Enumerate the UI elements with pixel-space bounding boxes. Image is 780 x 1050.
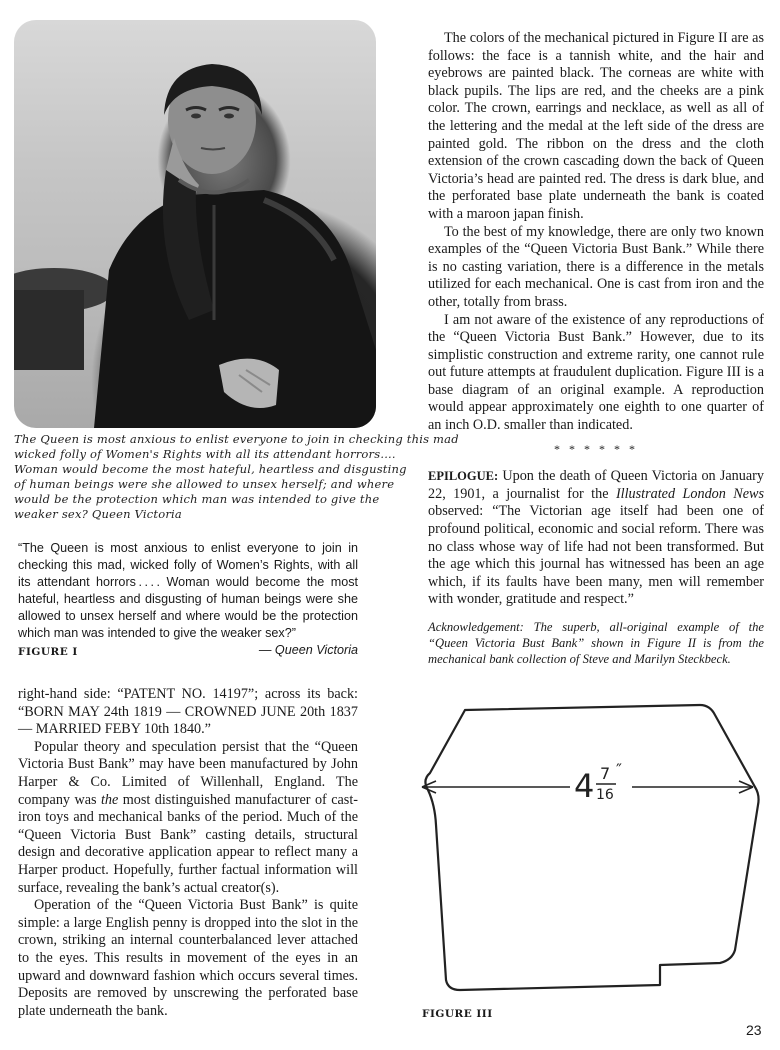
handwriting-line: weaker sex? Queen Victoria	[14, 507, 182, 521]
epilogue-paragraph: EPILOGUE: Upon the death of Queen Victoria on January 22, 1901, a journalist for the Illustrated London News observed: “The Victorian age itself had been one of profound political, economic and social reform. There was no class whose way of life had not been transformed. But the age which this journal has witnessed has been an age which, if its faults have been many, men will remember with wonder, gratitude and respect.”	[428, 468, 765, 608]
base-plate-diagram	[410, 695, 770, 1005]
paragraph: Operation of the “Queen Victoria Bust Bank” is quite simple: a large English penny is dropped into the slot in the crown, striking an internal counterbalanced lever attached to the eyes. This results in movement of the eyes in an upward and downward fashion which occurs several times. Deposits are removed by unscrewing the perforated base plate underneath the bank.	[18, 897, 358, 1019]
queen-quote: “The Queen is most anxious to enlist everyone to join in checking this mad, wicked folly of Women’s Rights, with all its attendant horrors . . . . Woman would become the most hateful, heartless and disgusting of human beings were she allowed to unsex herself and where would be the protection which man was intended to give the weaker sex?”	[18, 541, 358, 640]
page-number: 23	[746, 1022, 762, 1038]
acknowledgement: Acknowledgement: The superb, all-original example of the “Queen Victoria Bust Bank” shown in Figure II is from the mechanical bank collection of Steve and Marilyn Steckbeck.	[428, 620, 764, 666]
handwritten-note	[14, 432, 459, 521]
figure-1-caption	[18, 540, 358, 659]
figure-3-label: FIGURE III	[422, 1008, 493, 1020]
paragraph: The colors of the mechanical pictured in Figure II are as follows: the face is a tannish white, and the hair and eyebrows are painted black. The corneas are white with black pupils. The lips are red, and the cheeks are a pink color. The crown, earrings and necklace, as well as all of the lettering and the medal at the left side of the dress are painted gold. The ribbon on the dress and the cloth extension of the crown cascading down the back of Queen Victoria’s head are painted red. The dress is dark blue, and the perforated base plate underneath the bank is coated with a maroon japan finish.	[428, 30, 764, 222]
handwriting-line: The Queen is most anxious to enlist everyone to join in checking this mad	[14, 432, 459, 446]
paragraph: I am not aware of the existence of any reproductions of the “Queen Victoria Bust Bank.” However, due to its simplistic construction and extreme rarity, one cannot rule out future attempts at fraudulent duplication. Figure III is a base diagram of an original example. A reproduction would appear approximately one eighth to one quarter of an inch O.D. smaller than indicated.	[428, 311, 764, 434]
paragraph: Popular theory and speculation persist that the “Queen Victoria Bust Bank” may have been manufactured by John Harper & Co. Limited of Willenhall, England. The company was the most distinguished manufacturer of cast-iron toys and mechanical banks of the period. Much of the “Queen Victoria Bust Bank” casting details, structural design and decorative application appear to reflect many a Harper product. Hopefully, further factual information will surface, revealing the bank’s actual creator(s).	[18, 738, 358, 896]
handwriting-line: would be the protection which man was intended to give the	[14, 492, 380, 506]
dimension-numerator: 7	[600, 764, 611, 783]
handwriting-line: of human beings were she allowed to unsex herself; and where	[14, 477, 395, 491]
dimension-whole: 4	[574, 767, 595, 805]
section-divider: * * * * * *	[554, 441, 638, 456]
dimension-unit: ″	[616, 760, 622, 779]
paragraph: right-hand side: “PATENT NO. 14197”; across its back: “BORN MAY 24th 1819 — CROWNED JUNE 20th 1837 — MARRIED FEBY 10th 1840.”	[18, 686, 358, 738]
dimension-denominator: 16	[596, 787, 614, 803]
figure-1-label: FIGURE I	[18, 646, 78, 658]
base-outline	[425, 705, 758, 990]
paragraph: To the best of my knowledge, there are only two known examples of the “Queen Victoria Bust Bank.” While there is no casting variation, there is a difference in the metals utilized for each mechanical. One is cast from iron and the other, totally from brass.	[428, 223, 764, 310]
handwriting-line: Woman would become the most hateful, heartless and disgusting	[14, 462, 407, 476]
photo-illustration	[14, 20, 376, 428]
quote-attribution: — Queen Victoria	[258, 643, 358, 657]
left-column	[18, 686, 358, 1020]
queen-victoria-photo	[14, 20, 376, 428]
handwriting-line: wicked folly of Women's Rights with all its attendant horrors....	[14, 447, 396, 461]
right-column	[428, 30, 764, 667]
